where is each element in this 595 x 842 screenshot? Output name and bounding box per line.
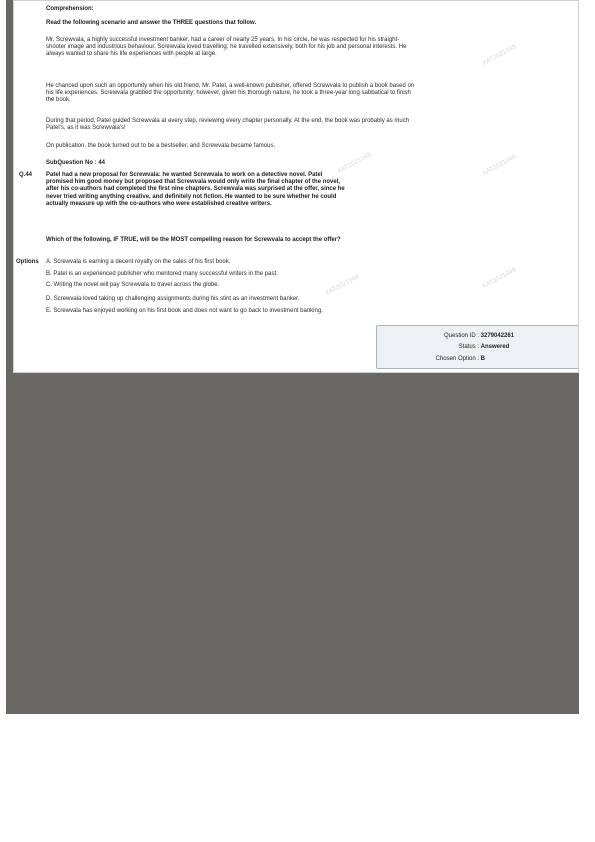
- status-label: Status :: [458, 344, 479, 350]
- instruction-text: Read the following scenario and answer the THREE questions that follow.: [46, 20, 257, 26]
- passage-paragraph-1: Mr. Screwvala, a highly successful investment banker, had a career of nearly 25 years. In his circle, he was respected for his straight-shooter image and industrious behaviour. Screwvala loved travelling; he travelled extensively, both for his job and personal interests. He always wanted to share his life experiences with people at large.: [46, 37, 407, 58]
- option-c: C. Writing the novel will pay Screwvala to travel across the globe.: [46, 282, 220, 288]
- chosen-option-label: Chosen Option :: [435, 356, 479, 362]
- subquestion-label: SubQuestion No : 44: [46, 160, 106, 166]
- passage-paragraph-3: During that period, Patel guided Screwvala at every step, reviewing every chapter personally. At the end, the book was probably as much Patel's, as it was Screwvala's!: [46, 118, 410, 132]
- option-a: A. Screwvala is earning a decent royalty on the sales of his first book.: [46, 259, 231, 265]
- passage-paragraph-4: On publication, the book turned out to be a bestseller, and Screwvala became famous.: [46, 143, 276, 149]
- question-id-row: [381, 333, 514, 340]
- watermark: XAT2021048: [481, 43, 518, 68]
- chosen-option-row: [381, 356, 485, 363]
- question-id-value: 3279042261: [480, 333, 515, 339]
- option-d: D. Screwvala loved taking up challenging assignments during his stint as an investment banker.: [46, 296, 300, 302]
- watermark: XAT2021048: [324, 273, 361, 298]
- option-b: B. Patel is an experienced publisher who mentored many successful writers in the past.: [46, 271, 278, 277]
- question-sheet: [13, 0, 579, 373]
- status-row: [381, 344, 509, 351]
- watermark: XAT2021048: [481, 266, 518, 291]
- status-value: Answered: [480, 344, 510, 350]
- question-number: Q.44: [19, 172, 33, 178]
- watermark: XAT2021048: [336, 151, 373, 176]
- question-prompt: Which of the following, IF TRUE, will be the MOST compelling reason for Screwvala to accept the offer?: [46, 237, 341, 243]
- status-panel: [376, 325, 579, 369]
- question-id-label: Question ID :: [443, 333, 479, 339]
- option-e: E. Screwvala has enjoyed working on his first book and does not want to go back to investment banking.: [46, 308, 323, 314]
- chosen-option-value: B: [480, 356, 486, 362]
- options-label: Options: [16, 259, 39, 265]
- question-text: Patel had a new proposal for Screwvala: he wanted Screwvala to work on a detective novel. Patel promised him good money but proposed that Screwvala would only write the final chapter of the novel, after his co-authors had completed the first nine chapters. Screwvala was surprised at the offer, since he never tried writing anything creative, and definitely not fiction. He wanted to be sure whether he could actually measure up with the co-authors who were established creative writers.: [46, 172, 345, 207]
- passage-paragraph-2: He chanced upon such an opportunity when his old friend, Mr. Patel, a well-known publisher, offered Screwvala to publish a book based on his life experiences. Screwvala grabbed the opportunity; however, given his thorough nature, he took a three-year long sabbatical to finish the book.: [46, 83, 415, 104]
- comprehension-heading: Comprehension:: [46, 6, 94, 12]
- watermark: XAT2021048: [481, 153, 518, 178]
